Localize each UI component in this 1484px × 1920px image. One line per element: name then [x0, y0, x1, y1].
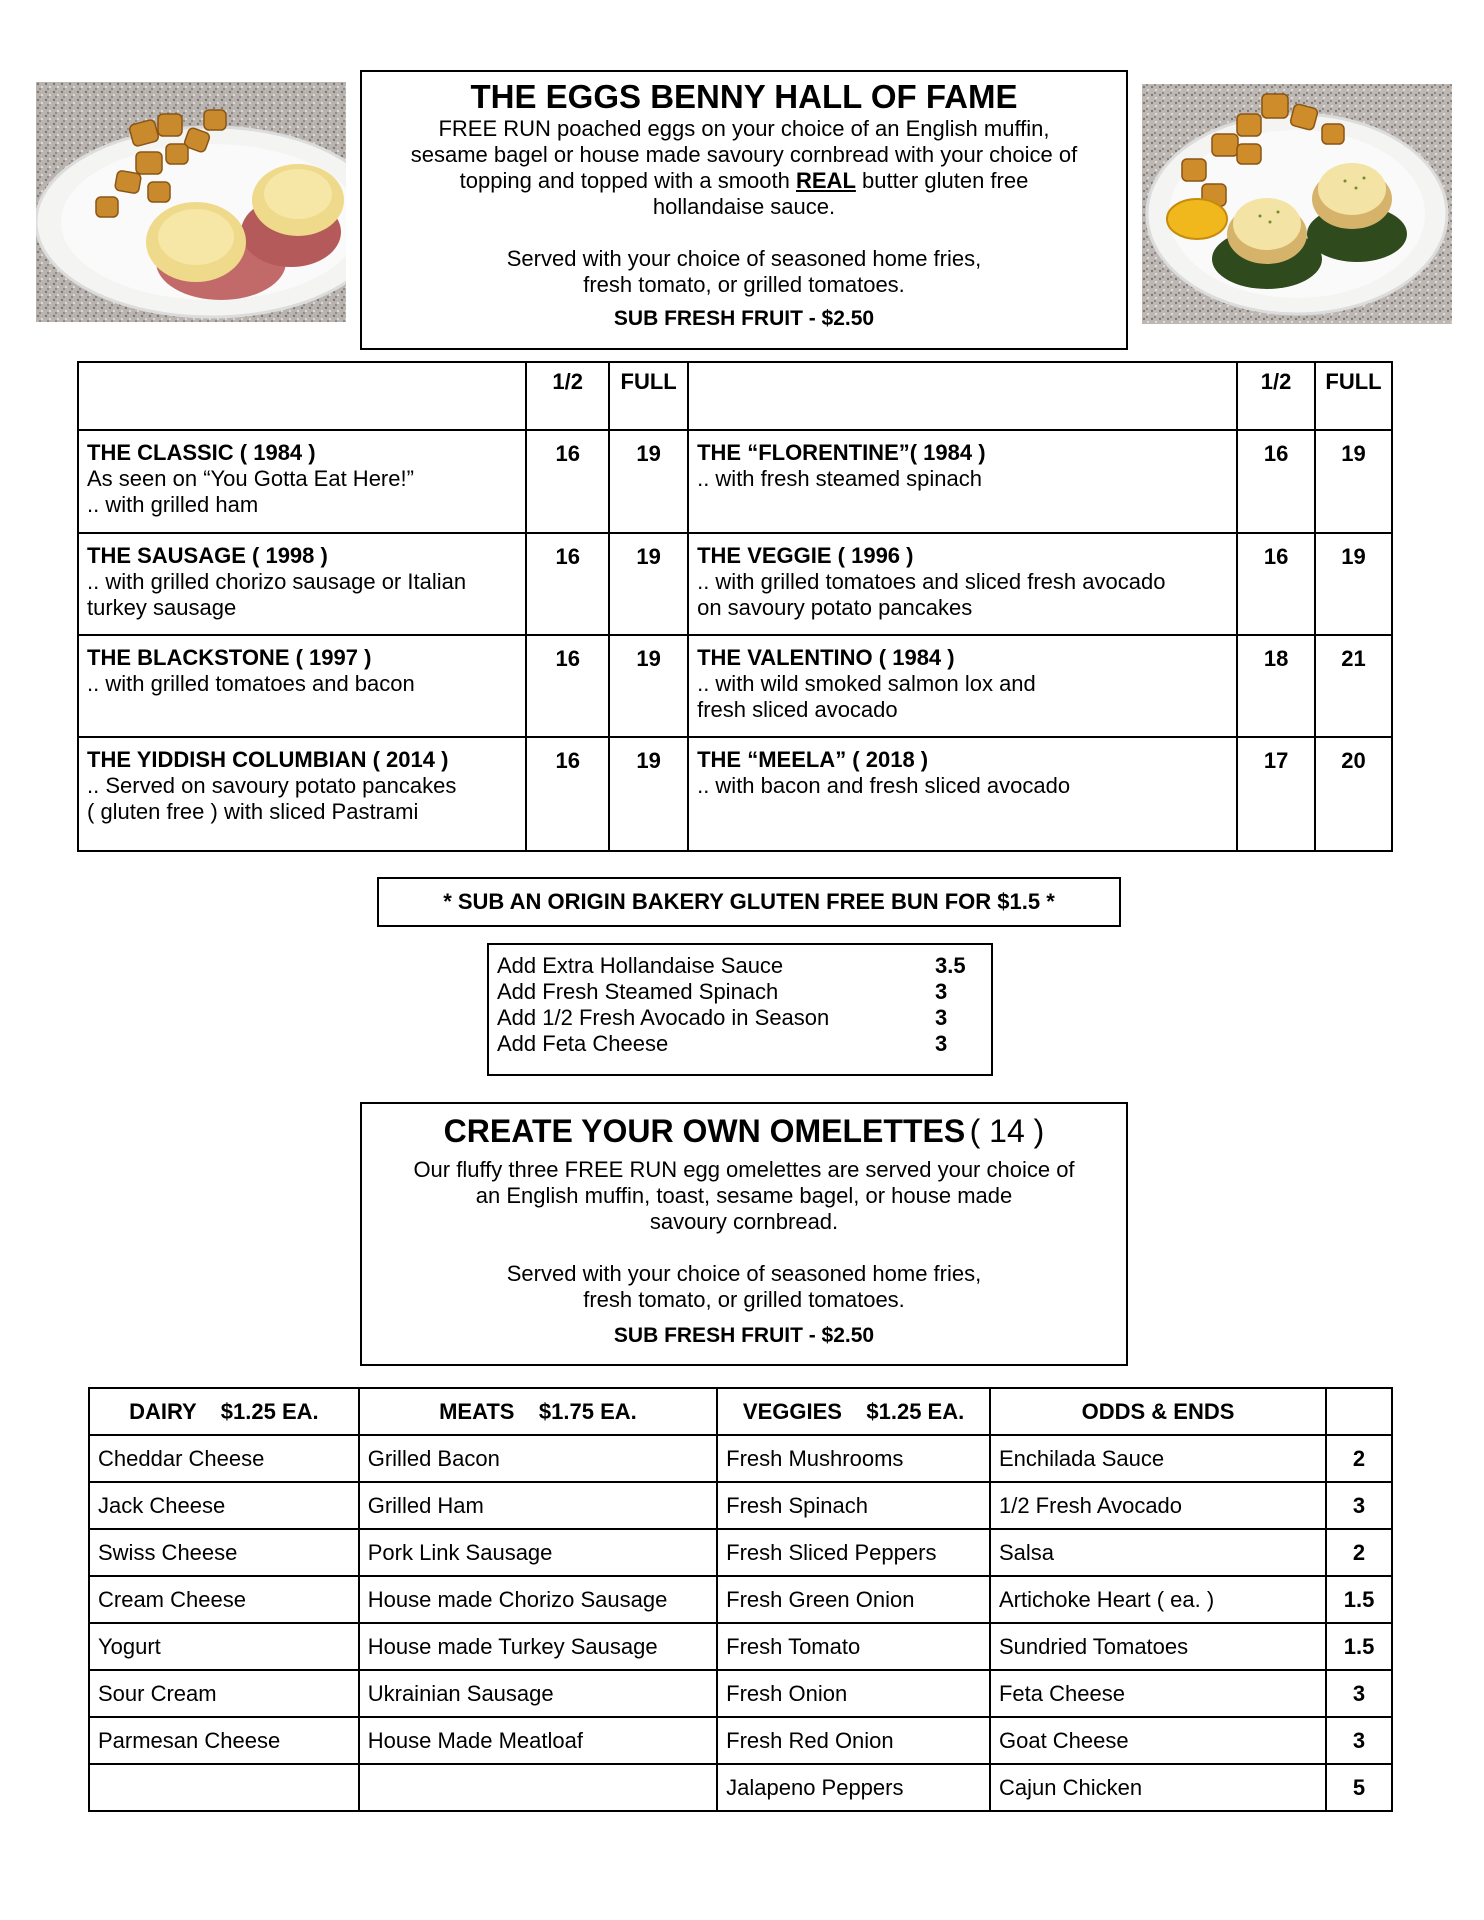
item-desc: As seen on “You Gotta Eat Here!”: [87, 466, 414, 491]
full-price: 20: [1315, 737, 1392, 851]
header-price: [1326, 1388, 1392, 1435]
odds-price: 2: [1326, 1529, 1392, 1576]
full-price: 19: [1315, 533, 1392, 635]
menu-item: [688, 430, 1237, 533]
item-desc: .. with grilled ham: [87, 492, 259, 517]
table-header-row: [78, 362, 1392, 430]
omelettes-box: [360, 1102, 1128, 1366]
item-desc: .. with wild smoked salmon lox and: [697, 671, 1036, 696]
half-price: 16: [526, 533, 609, 635]
addon-price: 3.5: [935, 953, 966, 978]
hall-of-fame-intro: [362, 116, 1126, 332]
hall-of-fame-box: [360, 70, 1128, 350]
odds-price: 3: [1326, 1717, 1392, 1764]
meats-cell: Ukrainian Sausage: [359, 1670, 717, 1717]
table-row: [78, 430, 1392, 533]
odds-price: 2: [1326, 1435, 1392, 1482]
half-price: 16: [1237, 430, 1315, 533]
meats-cell: House made Chorizo Sausage: [359, 1576, 717, 1623]
table-row: [89, 1576, 1392, 1623]
addon-label: Add Feta Cheese: [497, 1031, 669, 1056]
served-line: Served with your choice of seasoned home fries,: [506, 246, 982, 271]
sub-fruit-note: SUB FRESH FRUIT - $2.50: [613, 307, 875, 330]
gluten-free-note: * SUB AN ORIGIN BAKERY GLUTEN FREE BUN FOR $1.5 *: [443, 889, 1055, 914]
odds-cell: Goat Cheese: [990, 1717, 1326, 1764]
table-row: [89, 1717, 1392, 1764]
veggies-cell: Fresh Tomato: [717, 1623, 990, 1670]
item-name: THE CLASSIC ( 1984 ): [87, 440, 316, 465]
meats-cell: House made Turkey Sausage: [359, 1623, 717, 1670]
meats-cell: House Made Meatloaf: [359, 1717, 717, 1764]
item-desc: .. with grilled tomatoes and sliced fresh avocado: [697, 569, 1166, 594]
addon-price: 3: [935, 1005, 948, 1030]
table-row: [89, 1670, 1392, 1717]
meats-cell: [359, 1764, 717, 1811]
header-full: FULL: [1315, 362, 1392, 430]
item-desc: .. Served on savoury potato pancakes: [87, 773, 457, 798]
table-row: [89, 1435, 1392, 1482]
odds-price: 1.5: [1326, 1576, 1392, 1623]
addon-label: Add 1/2 Fresh Avocado in Season: [497, 1005, 830, 1030]
eggs-benny-photo-left: [36, 82, 346, 322]
item-desc: on savoury potato pancakes: [697, 595, 973, 620]
veggies-cell: Fresh Spinach: [717, 1482, 990, 1529]
header-odds-ends: ODDS & ENDS: [990, 1388, 1326, 1435]
item-name: THE SAUSAGE ( 1998 ): [87, 543, 328, 568]
intro-line: hollandaise sauce.: [652, 194, 836, 219]
addon-label: Add Fresh Steamed Spinach: [497, 979, 779, 1004]
half-price: 16: [1237, 533, 1315, 635]
header-half: 1/2: [526, 362, 609, 430]
addon-price: 3: [935, 979, 948, 1004]
header-dairy: DAIRY $1.25 EA.: [89, 1388, 359, 1435]
item-name: THE YIDDISH COLUMBIAN ( 2014 ): [87, 747, 449, 772]
odds-cell: Sundried Tomatoes: [990, 1623, 1326, 1670]
odds-cell: Feta Cheese: [990, 1670, 1326, 1717]
veggies-cell: Fresh Mushrooms: [717, 1435, 990, 1482]
intro-line: Our fluffy three FREE RUN egg omelettes are served your choice of: [413, 1157, 1075, 1182]
addon-row: [497, 979, 983, 1005]
odds-price: 1.5: [1326, 1623, 1392, 1670]
half-price: 16: [526, 737, 609, 851]
menu-item: [688, 533, 1237, 635]
veggies-cell: Fresh Onion: [717, 1670, 990, 1717]
served-line: Served with your choice of seasoned home fries,: [506, 1261, 982, 1286]
odds-price: 3: [1326, 1482, 1392, 1529]
odds-cell: Cajun Chicken: [990, 1764, 1326, 1811]
omelettes-intro: [362, 1157, 1126, 1349]
item-desc: turkey sausage: [87, 595, 237, 620]
item-desc: .. with grilled tomatoes and bacon: [87, 671, 415, 696]
odds-price: 3: [1326, 1670, 1392, 1717]
odds-cell: 1/2 Fresh Avocado: [990, 1482, 1326, 1529]
header-blank: [78, 362, 526, 430]
full-price: 19: [609, 430, 688, 533]
item-name: THE BLACKSTONE ( 1997 ): [87, 645, 372, 670]
header-veggies: VEGGIES $1.25 EA.: [717, 1388, 990, 1435]
veggies-cell: Jalapeno Peppers: [717, 1764, 990, 1811]
half-price: 18: [1237, 635, 1315, 737]
veggies-cell: Fresh Sliced Peppers: [717, 1529, 990, 1576]
eggs-benny-photo-right: [1142, 84, 1452, 324]
menu-item: [78, 737, 526, 851]
menu-item: [78, 635, 526, 737]
dairy-cell: Cheddar Cheese: [89, 1435, 359, 1482]
odds-cell: Salsa: [990, 1529, 1326, 1576]
table-row: [89, 1764, 1392, 1811]
menu-item: [78, 533, 526, 635]
gluten-free-note-box: [377, 877, 1121, 927]
odds-cell: Enchilada Sauce: [990, 1435, 1326, 1482]
eggs-benny-menu-table: [77, 361, 1393, 852]
item-desc: .. with bacon and fresh sliced avocado: [697, 773, 1071, 798]
intro-line: FREE RUN poached eggs on your choice of an English muffin,: [438, 116, 1050, 141]
intro-text: topping and topped with a smooth: [459, 168, 796, 193]
intro-line: [362, 168, 1126, 194]
table-row: [89, 1623, 1392, 1670]
hall-of-fame-title: THE EGGS BENNY HALL OF FAME: [470, 78, 1018, 115]
table-row: [89, 1529, 1392, 1576]
header-meats: MEATS $1.75 EA.: [359, 1388, 717, 1435]
intro-text: butter gluten free: [855, 168, 1029, 193]
sub-fruit-note: SUB FRESH FRUIT - $2.50: [613, 1324, 875, 1347]
full-price: 21: [1315, 635, 1392, 737]
full-price: 19: [609, 737, 688, 851]
meats-cell: Pork Link Sausage: [359, 1529, 717, 1576]
table-row: [78, 533, 1392, 635]
full-price: 19: [609, 635, 688, 737]
dairy-cell: [89, 1764, 359, 1811]
dairy-cell: Yogurt: [89, 1623, 359, 1670]
dairy-cell: Swiss Cheese: [89, 1529, 359, 1576]
dairy-cell: Sour Cream: [89, 1670, 359, 1717]
menu-item: [688, 635, 1237, 737]
addon-label: Add Extra Hollandaise Sauce: [497, 953, 784, 978]
item-name: THE VEGGIE ( 1996 ): [697, 543, 914, 568]
omelette-ingredients-table: [88, 1387, 1393, 1812]
real-emphasis: REAL: [796, 168, 856, 193]
half-price: 16: [526, 430, 609, 533]
item-desc: .. with grilled chorizo sausage or Italian: [87, 569, 467, 594]
odds-cell: Artichoke Heart ( ea. ): [990, 1576, 1326, 1623]
table-row: [78, 635, 1392, 737]
addon-row: [497, 953, 983, 979]
table-row: [89, 1482, 1392, 1529]
full-price: 19: [609, 533, 688, 635]
intro-line: savoury cornbread.: [649, 1209, 839, 1234]
menu-item: [78, 430, 526, 533]
dairy-cell: Cream Cheese: [89, 1576, 359, 1623]
header-half: 1/2: [1237, 362, 1315, 430]
meats-cell: Grilled Bacon: [359, 1435, 717, 1482]
omelettes-price: ( 14 ): [969, 1113, 1045, 1149]
omelettes-heading: [362, 1112, 1126, 1157]
omelettes-title: CREATE YOUR OWN OMELETTES: [443, 1113, 966, 1149]
item-name: THE “FLORENTINE”( 1984 ): [697, 440, 986, 465]
item-desc: fresh sliced avocado: [697, 697, 898, 722]
half-price: 16: [526, 635, 609, 737]
addon-price: 3: [935, 1031, 948, 1056]
intro-line: sesame bagel or house made savoury cornbread with your choice of: [410, 142, 1078, 167]
intro-line: an English muffin, toast, sesame bagel, or house made: [475, 1183, 1013, 1208]
header-blank: [688, 362, 1237, 430]
table-row: [78, 737, 1392, 851]
item-desc: ( gluten free ) with sliced Pastrami: [87, 799, 419, 824]
dairy-cell: Parmesan Cheese: [89, 1717, 359, 1764]
header-full: FULL: [609, 362, 688, 430]
addons-box: [487, 943, 993, 1076]
meats-cell: Grilled Ham: [359, 1482, 717, 1529]
dairy-cell: Jack Cheese: [89, 1482, 359, 1529]
menu-item: [688, 737, 1237, 851]
table-header-row: [89, 1388, 1392, 1435]
item-desc: .. with fresh steamed spinach: [697, 466, 982, 491]
item-name: THE “MEELA” ( 2018 ): [697, 747, 929, 772]
addon-row: [497, 1005, 983, 1031]
item-name: THE VALENTINO ( 1984 ): [697, 645, 955, 670]
addon-row: [497, 1031, 983, 1057]
veggies-cell: Fresh Red Onion: [717, 1717, 990, 1764]
served-line: fresh tomato, or grilled tomatoes.: [583, 272, 905, 297]
served-line: fresh tomato, or grilled tomatoes.: [583, 1287, 905, 1312]
half-price: 17: [1237, 737, 1315, 851]
full-price: 19: [1315, 430, 1392, 533]
veggies-cell: Fresh Green Onion: [717, 1576, 990, 1623]
odds-price: 5: [1326, 1764, 1392, 1811]
